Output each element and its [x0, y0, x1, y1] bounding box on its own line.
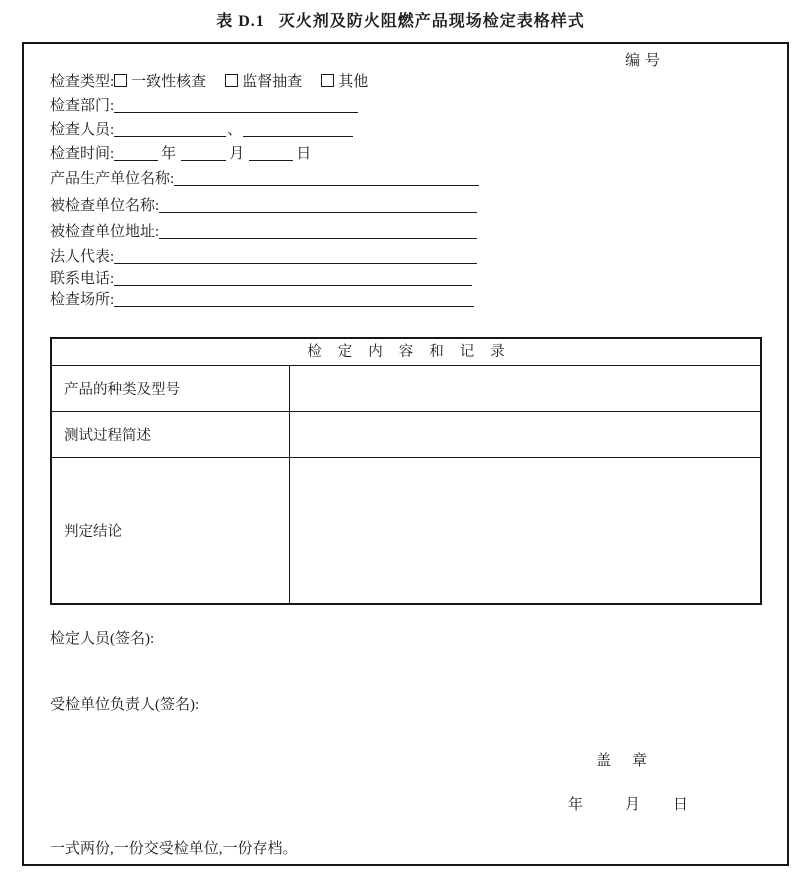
table-row: [52, 457, 760, 603]
table-title-text: 灭火剂及防火阻燃产品现场检定表格样式: [278, 13, 585, 30]
producer-name-row: [50, 169, 479, 189]
check-type-label: 检查类型:: [50, 74, 115, 90]
department-row: [50, 96, 358, 116]
site-row: [50, 290, 474, 310]
row-value-cell: [290, 458, 760, 603]
stamp-year-label: 年: [568, 797, 584, 813]
department-label: 检查部门:: [50, 98, 115, 114]
footer-note: 一式两份,一份交受检单位,一份存档。: [50, 841, 298, 857]
blank-line: [114, 146, 158, 161]
personnel-label: 检查人员:: [50, 122, 115, 138]
blank-line: [174, 171, 479, 186]
blank-line: [114, 98, 358, 113]
checkbox-icon: [114, 74, 127, 87]
check-type-row: [50, 72, 368, 92]
table-row: [52, 411, 760, 457]
serial-number-label: 编号: [625, 53, 666, 69]
seal-label: 盖章: [596, 753, 669, 769]
phone-label: 联系电话:: [50, 271, 115, 287]
stamp-date-row: [568, 795, 688, 815]
inspected-rep-signature-label: 受检单位负责人(签名):: [50, 697, 200, 713]
blank-line: [114, 249, 477, 264]
row-label-product-type: 产品的种类及型号: [52, 366, 290, 411]
blank-line: [249, 146, 293, 161]
option-other: [321, 72, 368, 92]
inspection-time-row: [50, 144, 316, 164]
blank-line: [181, 146, 226, 161]
enumeration-comma: 、: [227, 122, 243, 138]
option-label: 其他: [338, 74, 369, 90]
inspected-address-label: 被检查单位地址:: [50, 224, 160, 240]
row-label-conclusion: 判定结论: [52, 458, 290, 603]
verification-table: [50, 337, 762, 605]
producer-name-label: 产品生产单位名称:: [50, 171, 175, 187]
row-value-cell: [290, 412, 760, 457]
row-label-test-process: 测试过程简述: [52, 412, 290, 457]
option-label: 一致性核查: [131, 74, 207, 90]
blank-line: [159, 198, 477, 213]
table-number: 表 D.1: [216, 13, 265, 30]
legal-rep-row: [50, 247, 477, 267]
stamp-month-label: 月: [625, 797, 641, 813]
month-label: 月: [229, 146, 245, 162]
row-value-cell: [290, 366, 760, 411]
blank-line: [114, 271, 472, 286]
inspected-address-row: [50, 222, 477, 242]
time-label: 检查时间:: [50, 146, 115, 162]
blank-line: [114, 122, 226, 137]
site-label: 检查场所:: [50, 292, 115, 308]
day-label: 日: [296, 146, 312, 162]
option-consistency-check: [114, 72, 206, 92]
page-title: [0, 8, 801, 31]
year-label: 年: [161, 146, 177, 162]
inspected-name-label: 被检查单位名称:: [50, 198, 160, 214]
checkbox-icon: [321, 74, 334, 87]
form-border-box: [22, 42, 789, 866]
inspected-name-row: [50, 196, 477, 216]
stamp-day-label: 日: [673, 797, 689, 813]
option-label: 监督抽查: [242, 74, 303, 90]
phone-row: [50, 269, 472, 289]
personnel-row: [50, 120, 353, 140]
legal-rep-label: 法人代表:: [50, 249, 115, 265]
blank-line: [243, 122, 353, 137]
blank-line: [114, 292, 474, 307]
option-supervision-sampling: [225, 72, 302, 92]
checkbox-icon: [225, 74, 238, 87]
blank-line: [159, 224, 477, 239]
table-row: [52, 365, 760, 411]
inspector-signature-label: 检定人员(签名):: [50, 631, 155, 647]
table-header: 检定内容和记录: [307, 344, 521, 360]
